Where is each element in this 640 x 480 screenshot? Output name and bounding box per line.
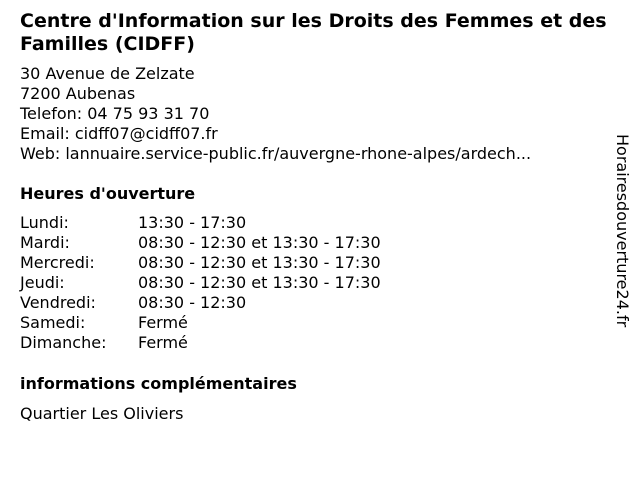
- page-title: Centre d'Information sur les Droits des Femmes et des Familles (CIDFF): [20, 10, 607, 55]
- hours-day: Samedi:: [20, 313, 86, 332]
- watermark-text: Horairesdouverture24.fr: [613, 134, 632, 328]
- email-text: Email: cidff07@cidff07.fr: [20, 124, 218, 143]
- hours-day: Mercredi:: [20, 253, 95, 272]
- hours-time: 08:30 - 12:30 et 13:30 - 17:30: [138, 233, 381, 252]
- hours-day: Vendredi:: [20, 293, 96, 312]
- address-street: 30 Avenue de Zelzate: [20, 64, 195, 83]
- hours-time: Fermé: [138, 333, 188, 352]
- phone-text: Telefon: 04 75 93 31 70: [20, 104, 210, 123]
- hours-day: Dimanche:: [20, 333, 107, 352]
- hours-day: Mardi:: [20, 233, 70, 252]
- web-text: Web: lannuaire.service-public.fr/auvergne-rhone-alpes/ardech...: [20, 144, 532, 163]
- hours-time: 08:30 - 12:30: [138, 293, 247, 312]
- hours-time: Fermé: [138, 313, 188, 332]
- address-city: 7200 Aubenas: [20, 84, 136, 103]
- address-block: [20, 64, 531, 164]
- hours-heading: Heures d'ouverture: [20, 184, 196, 203]
- hours-time: 13:30 - 17:30: [138, 213, 247, 232]
- info-text: Quartier Les Oliviers: [20, 404, 184, 423]
- hours-day: Lundi:: [20, 213, 69, 232]
- hours-time: 08:30 - 12:30 et 13:30 - 17:30: [138, 253, 381, 272]
- hours-day: Jeudi:: [20, 273, 65, 292]
- info-heading: informations complémentaires: [20, 374, 297, 393]
- hours-time: 08:30 - 12:30 et 13:30 - 17:30: [138, 273, 381, 292]
